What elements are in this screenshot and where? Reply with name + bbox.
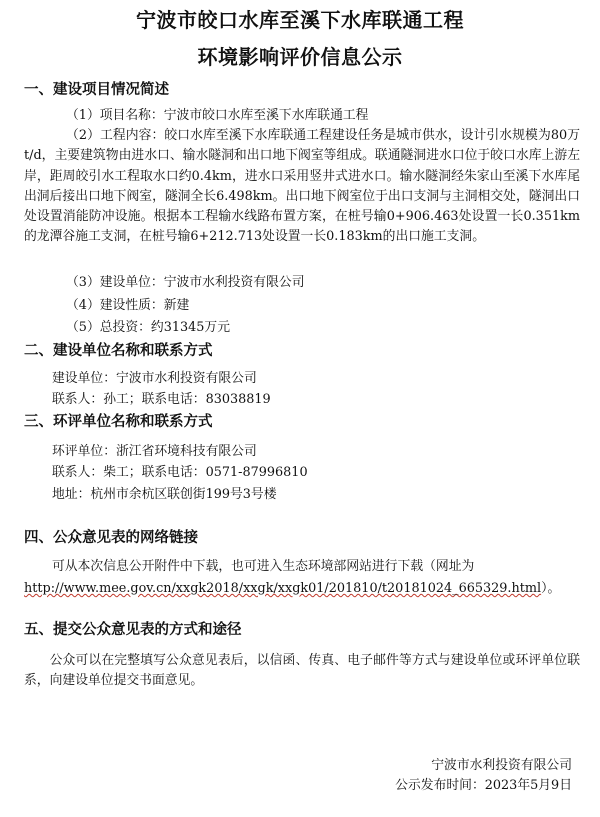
builder-contact: 联系人：孙工；联系电话：83038819 — [52, 392, 271, 407]
page-subtitle: 环境影响评价信息公示 — [197, 45, 403, 69]
eia-unit: 环评单位：浙江省环境科技有限公司 — [52, 444, 257, 459]
page-title: 宁波市皎口水库至溪下水库联通工程 — [136, 8, 464, 32]
total-investment: （5）总投资：约31345万元 — [66, 320, 231, 335]
project-content: （2）工程内容：皎口水库至溪下水库联通工程建设任务是城市供水，设计引水规模为80万t/d，主要建筑物由进水口、输水隧洞和出口地下阀室等组成。联通隧洞进水口位于皎口水库上游左岸，距周皎引水工程取水口约0.4km，进水口采用竖井式进水口。输水隧洞经朱家山至溪下水库尾出洞后接出口地下阀室，隧洞全长6.498km。出口地下阀室位于出口支洞与主洞相交处，隧洞出口处设置消能防冲设施。根据本工程输水线路布置方案，在桩号输0+906.463处设置一长0.351km的龙潭谷施工支洞，在桩号输6+212.713处设置一长0.183km的出口施工支洞。 — [24, 128, 580, 245]
section2-heading: 二、建设单位名称和联系方式 — [24, 342, 213, 359]
download-link[interactable]: http://www.mee.gov.cn/xxgk2018/xxgk/xxgk01/201810/t20181024_665329.html — [24, 581, 542, 596]
construction-unit: （3）建设单位：宁波市水利投资有限公司 — [66, 275, 305, 290]
section1-heading: 一、建设项目情况简述 — [24, 81, 169, 98]
section4-heading: 四、公众意见表的网络链接 — [24, 529, 198, 546]
construction-nature: （4）建设性质：新建 — [66, 298, 190, 313]
download-link-tail: ）。 — [541, 581, 561, 596]
section3-heading: 三、环评单位名称和联系方式 — [24, 413, 213, 430]
eia-contact: 联系人：柴工；联系电话：0571-87996810 — [52, 465, 308, 480]
signature-company: 宁波市水利投资有限公司 — [431, 758, 572, 773]
submission-method: 公众可以在完整填写公众意见表后，以信函、传真、电子邮件等方式与建设单位或环评单位联系，向建设单位提交书面意见。 — [24, 653, 580, 689]
download-link-line — [24, 579, 560, 599]
section5-heading: 五、提交公众意见表的方式和途径 — [24, 621, 242, 638]
eia-address: 地址：杭州市余杭区联创街199号3号楼 — [52, 487, 277, 502]
publish-date: 公示发布时间：2023年5月9日 — [395, 778, 572, 793]
download-note: 可从本次信息公开附件中下载，也可进入生态环境部网站进行下载（网址为 — [52, 559, 475, 574]
builder-unit: 建设单位：宁波市水利投资有限公司 — [52, 371, 257, 386]
project-name: （1）项目名称：宁波市皎口水库至溪下水库联通工程 — [66, 108, 369, 123]
